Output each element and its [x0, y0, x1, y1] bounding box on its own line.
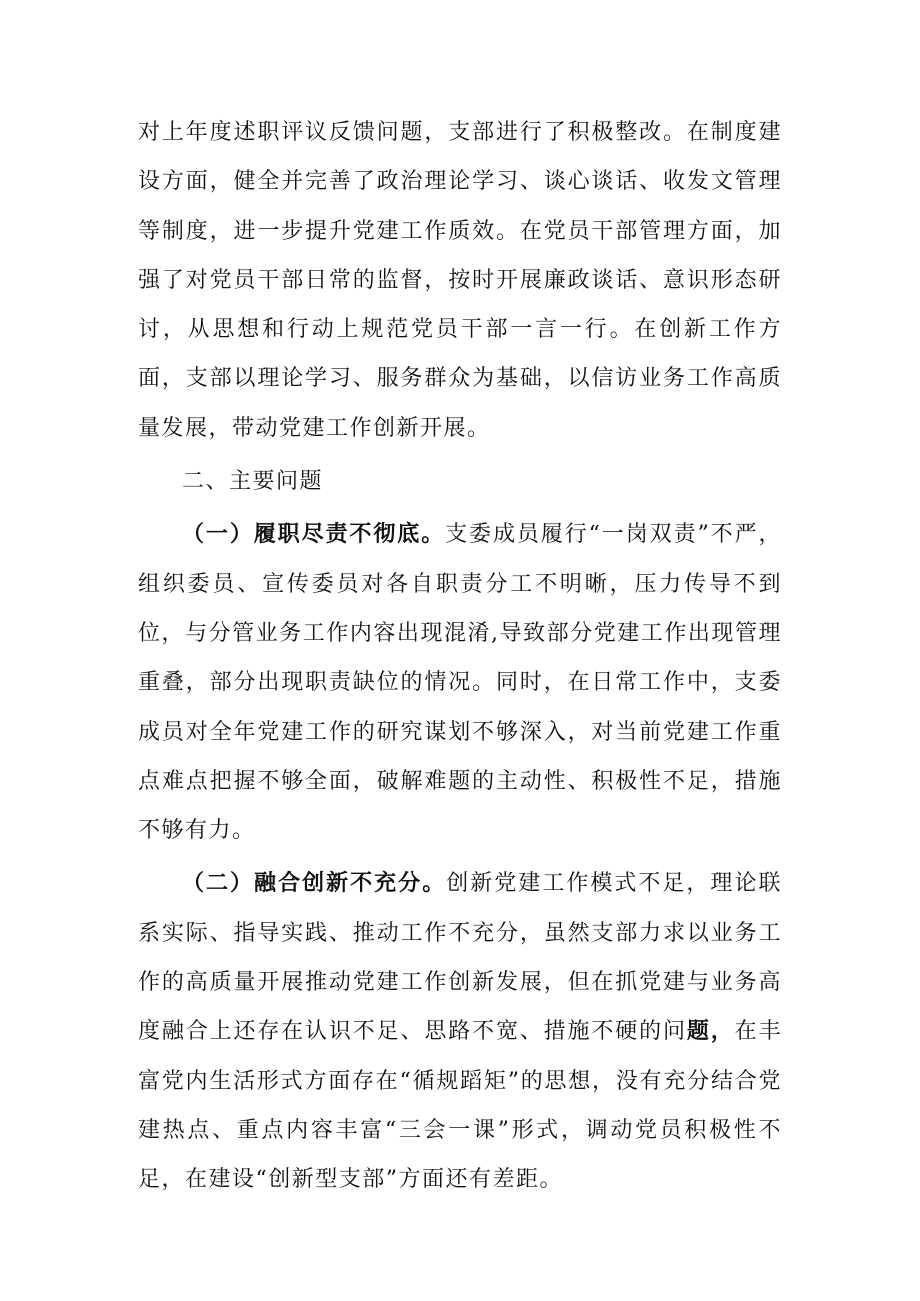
section-heading-main-problems: 二、主要问题	[182, 469, 324, 495]
paragraph-integration-innovation	[138, 859, 782, 1204]
subheading-integration-innovation: （二）融合创新不充分。	[182, 870, 447, 897]
paragraph-integration-innovation-body-b: 在丰富党内生活形式方面存在“循规蹈矩”的思想，没有充分结合党建热点、重点内容丰富“三会一课”形式，调动党员积极性不足，在建设“创新型支部”方面还有差距。	[138, 1019, 782, 1193]
paragraph-duty-fulfillment-body: 支委成员履行“一岗双责”不严，组织委员、宣传委员对各自职责分工不明晰，压力传导不到位，与分管业务工作内容出现混淆,导致部分党建工作出现管理重叠，部分出现职责缺位的情况。同时，在日常工作中，支委成员对全年党建工作的研究谋划不够深入，对当前党建工作重点难点把握不够全面，破解难题的主动性、积极性不足，措施不够有力。	[138, 522, 782, 844]
paragraph-rectification: 对上年度述职评议反馈问题，支部进行了积极整改。在制度建设方面，健全并完善了政治理论学习、谈心谈话、收发文管理等制度，进一步提升党建工作质效。在党员干部管理方面，加强了对党员干部日常的监督，按时开展廉政谈话、意识形态研讨，从思想和行动上规范党员干部一言一行。在创新工作方面，支部以理论学习、服务群众为基础，以信访业务工作高质量发展，带动党建工作创新开展。	[138, 120, 782, 441]
paragraph-integration-innovation-body-a: 创新党建工作模式不足，理论联系实际、指导实践、推动工作不充分，虽然支部力求以业务工作的高质量开展推动党建工作创新发展，但在抓党建与业务高度融合上还存在认识不足、思路不宽、措施不硬的问	[138, 871, 782, 1045]
subheading-duty-fulfillment: （一）履职尽责不彻底。	[182, 521, 446, 548]
paragraph-duty-fulfillment	[138, 510, 782, 855]
paragraph-integration-innovation-bold: 题，	[686, 1018, 735, 1045]
